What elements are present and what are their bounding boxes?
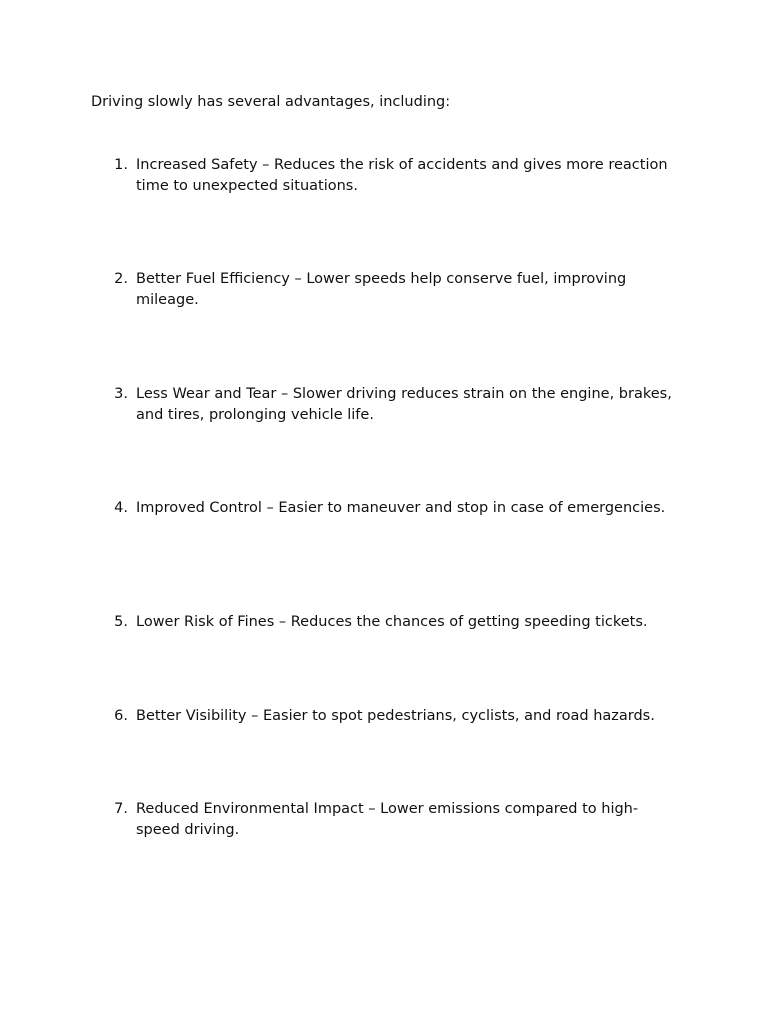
list-item bbox=[91, 498, 681, 519]
list-item bbox=[91, 384, 681, 426]
list-item-number: 3. bbox=[114, 386, 128, 402]
list-item-text: Better Visibility – Easier to spot pedestrians, cyclists, and road hazards. bbox=[136, 708, 655, 724]
list-item-number: 6. bbox=[114, 708, 128, 724]
list-item-text: Increased Safety – Reduces the risk of accidents and gives more reaction time to unexpected situations. bbox=[136, 157, 668, 194]
list-item bbox=[91, 269, 681, 311]
list-item bbox=[91, 612, 681, 633]
list-item-number: 5. bbox=[114, 614, 128, 630]
list-item-text: Lower Risk of Fines – Reduces the chances of getting speeding tickets. bbox=[136, 614, 648, 630]
list-item bbox=[91, 706, 681, 727]
list-item-text: Reduced Environmental Impact – Lower emissions compared to high-speed driving. bbox=[136, 801, 639, 838]
list-item-number: 2. bbox=[114, 271, 128, 287]
list-item-text: Better Fuel Efficiency – Lower speeds help conserve fuel, improving mileage. bbox=[136, 271, 627, 308]
list-item-text: Improved Control – Easier to maneuver and stop in case of emergencies. bbox=[136, 500, 666, 516]
list-item-number: 1. bbox=[114, 157, 128, 173]
list-item-number: 7. bbox=[114, 801, 128, 817]
intro-paragraph: Driving slowly has several advantages, including: bbox=[91, 94, 451, 110]
list-item bbox=[91, 799, 681, 841]
list-item-number: 4. bbox=[114, 500, 128, 516]
list-item bbox=[91, 155, 681, 197]
list-item-text: Less Wear and Tear – Slower driving reduces strain on the engine, brakes, and tires, prolonging vehicle life. bbox=[136, 386, 672, 423]
